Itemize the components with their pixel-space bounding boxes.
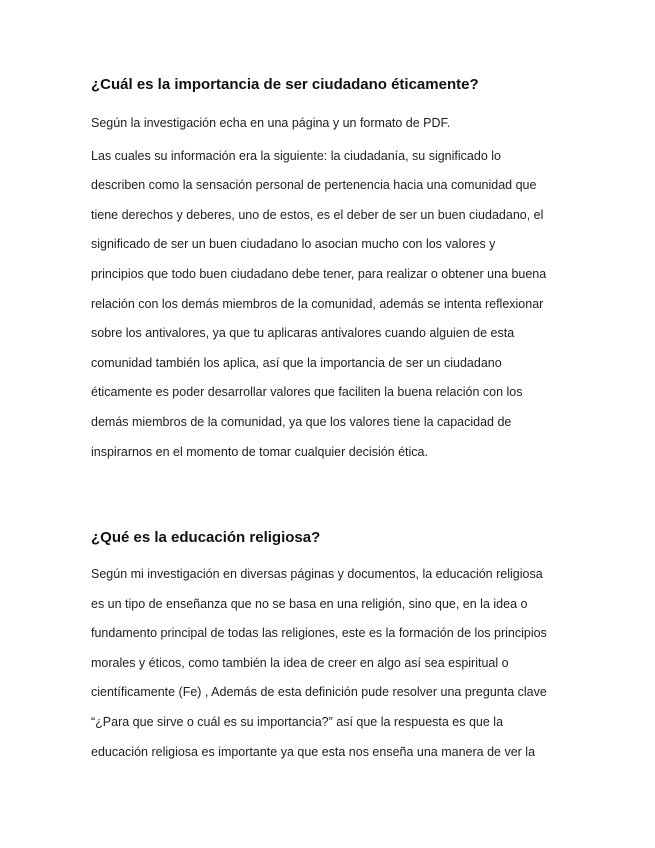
text-line: describen como la sensación personal de pertenencia hacia una comunidad que <box>91 178 537 193</box>
body-paragraph <box>91 560 571 767</box>
text-line: científicamente (Fe) , Además de esta definición pude resolver una pregunta clave <box>91 685 547 700</box>
section-educacion-religiosa <box>91 528 571 767</box>
text-line: principios que todo buen ciudadano debe tener, para realizar o obtener una buena <box>91 266 547 281</box>
text-line: tiene derechos y deberes, uno de estos, es el deber de ser un buen ciudadano, el <box>91 207 544 222</box>
section-heading: ¿Cuál es la importancia de ser ciudadano éticamente? <box>91 76 479 93</box>
text-line: Según la investigación echa en una página y un formato de PDF. <box>91 116 451 130</box>
intro-paragraph <box>91 109 571 139</box>
text-line: significado de ser un buen ciudadano lo asocian mucho con los valores y <box>91 237 496 252</box>
section-ciudadano-etico <box>91 75 571 467</box>
text-line: éticamente es poder desarrollar valores que faciliten la buena relación con los <box>91 385 523 400</box>
text-line: inspirarnos en el momento de tomar cualquier decisión ética. <box>91 444 428 459</box>
text-line: Las cuales su información era la siguiente: la ciudadanía, su significado lo <box>91 148 501 163</box>
text-line: fundamento principal de todas las religiones, este es la formación de los principios <box>91 626 547 641</box>
text-line: “¿Para que sirve o cuál es su importancia?” así que la respuesta es que la <box>91 714 504 729</box>
text-line: demás miembros de la comunidad, ya que los valores tiene la capacidad de <box>91 414 512 429</box>
section-heading: ¿Qué es la educación religiosa? <box>91 529 321 546</box>
text-line: morales y éticos, como también la idea de creer en algo así sea espiritual o <box>91 655 509 670</box>
text-line: relación con los demás miembros de la comunidad, además se intenta reflexionar <box>91 296 544 311</box>
text-line: Según mi investigación en diversas páginas y documentos, la educación religiosa <box>91 567 543 581</box>
text-line: es un tipo de enseñanza que no se basa en una religión, sino que, en la idea o <box>91 596 528 611</box>
text-line: educación religiosa es importante ya que esta nos enseña una manera de ver la <box>91 744 536 759</box>
text-line: comunidad también los aplica, así que la importancia de ser un ciudadano <box>91 355 502 370</box>
body-paragraph <box>91 142 571 468</box>
text-line: sobre los antivalores, ya que tu aplicaras antivalores cuando alguien de esta <box>91 326 515 341</box>
